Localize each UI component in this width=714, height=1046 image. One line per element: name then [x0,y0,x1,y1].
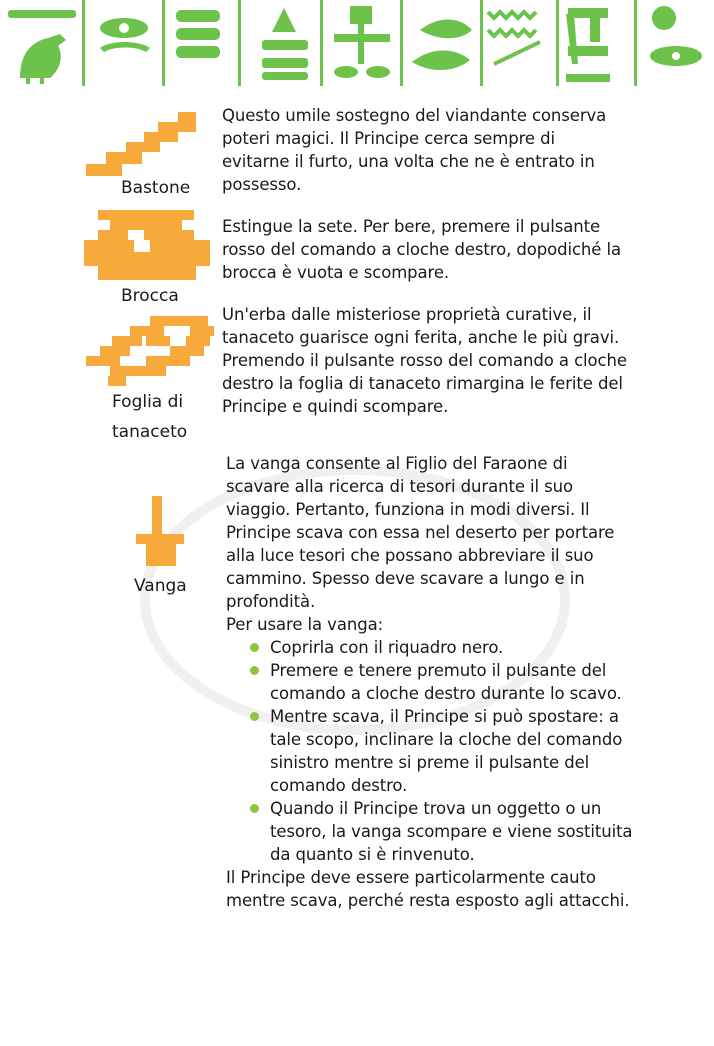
list-item-text: Mentre scava, il Principe si può spostare: a tale scopo, inclinare la cloche del comando sinistro mentre si preme il pulsante del comando destro. [270,707,623,795]
sun-eye-glyph [650,6,702,66]
bullet-dot-icon [250,804,259,813]
spade-icon [136,496,186,568]
item-label-vanga: Vanga [134,576,187,596]
vanga-usage-intro: Per usare la vanga: [226,615,384,634]
staff-icon [86,112,198,178]
list-item-text: Coprirla con il riquadro nero. [270,638,504,657]
vanga-usage-list [226,636,634,866]
item-text-tanaceto: Un'erba dalle misteriose proprietà curative, il tanaceto guarisce ogni ferita, anche le più gravi. Premendo il pulsante rosso del comando a cloche destro la foglia di tanaceto rimargina le ferite del Principe e quindi scompare. [222,305,627,416]
item-text-bastone: Questo umile sostegno del viandante conserva poteri magici. Il Principe cerca sempre di evitarne il furto, una volta che ne è entrato in possesso. [222,106,607,194]
scribe-glyph [262,8,308,80]
list-item [248,705,634,797]
item-text-vanga: La vanga consente al Figlio del Faraone di scavare alla ricerca di tesori durante il suo viaggio. Pertanto, funziona in modi diversi. Il Principe scava con essa nel deserto per portare alla luce tesori che possano abbreviare il suo cammino. Spesso deve scavare a lungo e in profondità. [226,454,615,611]
eye-glyph [100,18,150,52]
fish-glyph [412,19,472,70]
item-label-tanaceto-line-2: tanaceto [112,422,188,442]
bullet-dot-icon [250,643,259,652]
bullet-dot-icon [250,666,259,675]
item-label-tanaceto-line-1: Foglia di [112,392,184,412]
hieroglyph-banner [0,0,714,88]
reed-glyph [566,8,610,82]
list-item [248,659,634,705]
bullet-dot-icon [250,712,259,721]
water-stack-glyph [176,10,220,58]
list-item [248,636,634,659]
item-label-tanaceto [112,387,222,447]
list-item [248,797,634,866]
item-label-bastone: Bastone [121,178,191,198]
item-label-brocca: Brocca [121,286,179,306]
hieroglyph-frieze [0,0,714,88]
bird-glyph [8,10,76,84]
zigzag-glyph [488,12,540,64]
list-item-text: Premere e tenere premuto il pulsante del comando a cloche destro durante lo scavo. [270,661,622,703]
list-item-text: Quando il Principe trova un oggetto o un tesoro, la vanga scompare e viene sostituita da quanto si è rinvenuto. [270,799,633,864]
tansy-leaf-icon [86,316,214,390]
vanga-closing-note: Il Principe deve essere particolarmente cauto mentre scava, perché resta esposto agli attacchi. [226,868,630,910]
item-text-vanga-block [226,452,634,912]
item-text-brocca: Estingue la sete. Per bere, premere il pulsante rosso del comando a cloche destro, dopodiché la brocca è vuota e scompare. [222,217,621,282]
jug-icon [84,210,210,282]
ankh-glyph [334,6,390,78]
